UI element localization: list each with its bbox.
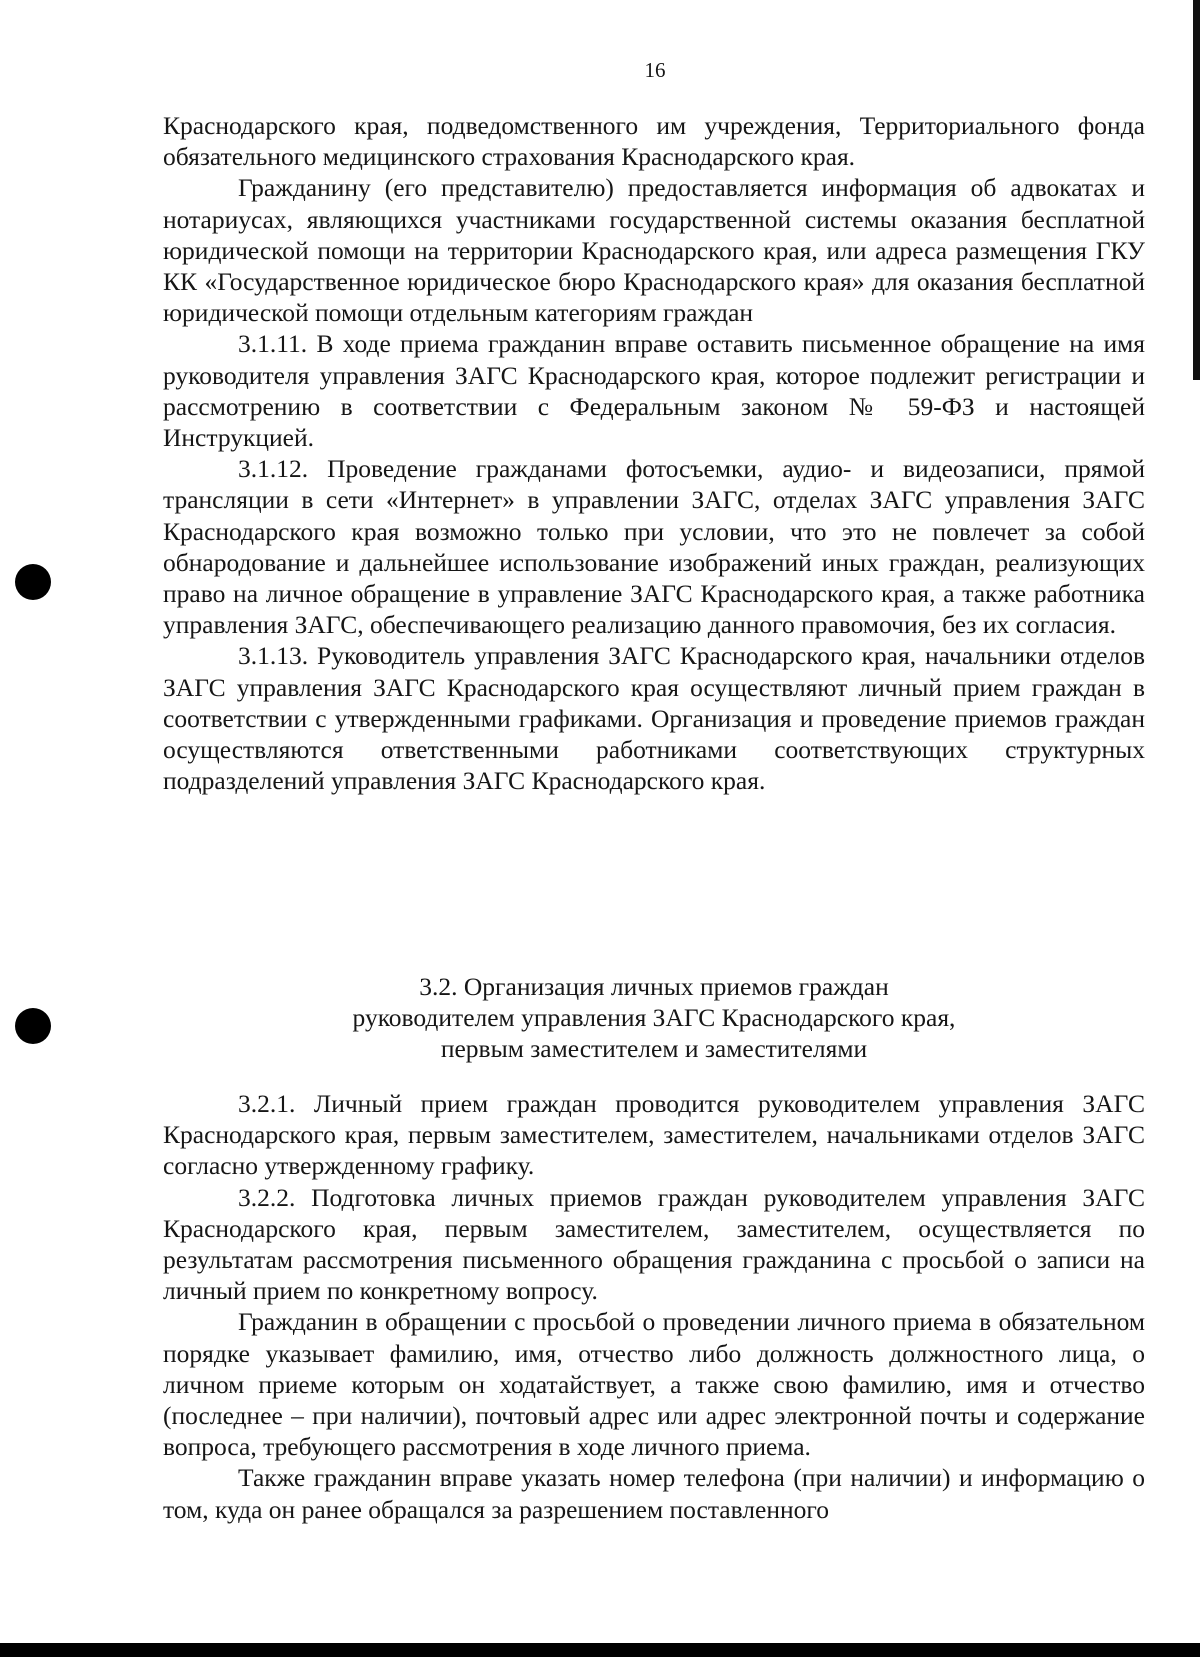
section-heading-line: первым заместителем и заместителями <box>440 1034 868 1063</box>
page-number: 16 <box>644 58 666 82</box>
punch-hole-mark <box>15 564 51 600</box>
paragraph-3-1-11: 3.1.11. В ходе приема гражданин вправе оставить письменное обращение на имя руководителя управления ЗАГС Краснодарского края, которое подлежит регистрации и рассмотрению в соответствии с Федеральным законом № 59-ФЗ и настоящей Инструкцией. <box>163 329 1145 453</box>
paragraph-phone-info: Также гражданин вправе указать номер телефона (при наличии) и информацию о том, куда он ранее обращался за разрешением поставленного <box>163 1463 1145 1524</box>
paragraph-legal-aid-info: Гражданину (его представителю) предоставляется информация об адвокатах и нотариусах, являющихся участниками государственной системы оказания бесплатной юридической помощи на территории Краснодарского края, или адреса размещения ГКУ КК «Государственное юридическое бюро Краснодарского края» для оказания бесплатной юридической помощи отдельным категориям граждан <box>163 173 1145 328</box>
paragraph-3-1-12: 3.1.12. Проведение гражданами фотосъемки, аудио- и видеозаписи, прямой трансляции в сети «Интернет» в управлении ЗАГС, отделах ЗАГС управления ЗАГС Краснодарского края возможно только при условии, что это не повлечет за собой обнародование и дальнейшее использование изображений иных граждан, реализующих право на личное обращение в управление ЗАГС Краснодарского края, а также работника управления ЗАГС, обеспечивающего реализацию данного правомочия, без их согласия. <box>163 454 1145 640</box>
scan-edge-shadow <box>1193 0 1200 380</box>
top-text-block <box>163 110 1145 796</box>
paragraph-continuation: Краснодарского края, подведомственного им учреждения, Территориального фонда обязательного медицинского страхования Краснодарского края. <box>163 111 1145 172</box>
paragraph-3-1-13: 3.1.13. Руководитель управления ЗАГС Краснодарского края, начальники отделов ЗАГС управления ЗАГС Краснодарского края осуществляют личный прием граждан в соответствии с утвержденными графиками. Организация и проведение приемов граждан осуществляются ответственными работниками соответствующих структурных подразделений управления ЗАГС Краснодарского края. <box>163 641 1145 796</box>
section-heading-line: 3.2. Организация личных приемов граждан <box>419 972 889 1001</box>
bottom-text-block <box>163 1088 1145 1525</box>
punch-hole-mark <box>15 1008 51 1044</box>
section-heading-3-2 <box>163 971 1145 1064</box>
paragraph-3-2-1: 3.2.1. Личный прием граждан проводится руководителем управления ЗАГС Краснодарского края, первым заместителем, заместителем, начальниками отделов ЗАГС согласно утвержденному графику. <box>163 1089 1145 1181</box>
section-heading-line: руководителем управления ЗАГС Краснодарского края, <box>352 1003 956 1032</box>
scan-bottom-edge <box>0 1643 1200 1657</box>
paragraph-3-2-2: 3.2.2. Подготовка личных приемов граждан руководителем управления ЗАГС Краснодарского края, первым заместителем, заместителем, осуществляется по результатам рассмотрения письменного обращения гражданина с просьбой о записи на личный прием по конкретному вопросу. <box>163 1182 1145 1306</box>
paragraph-request-contents: Гражданин в обращении с просьбой о проведении личного приема в обязательном порядке указывает фамилию, имя, отчество либо должность должностного лица, о личном приеме которым он ходатайствует, а также свою фамилию, имя и отчество (последнее – при наличии), почтовый адрес или адрес электронной почты и содержание вопроса, требующего рассмотрения в ходе личного приема. <box>163 1307 1145 1462</box>
